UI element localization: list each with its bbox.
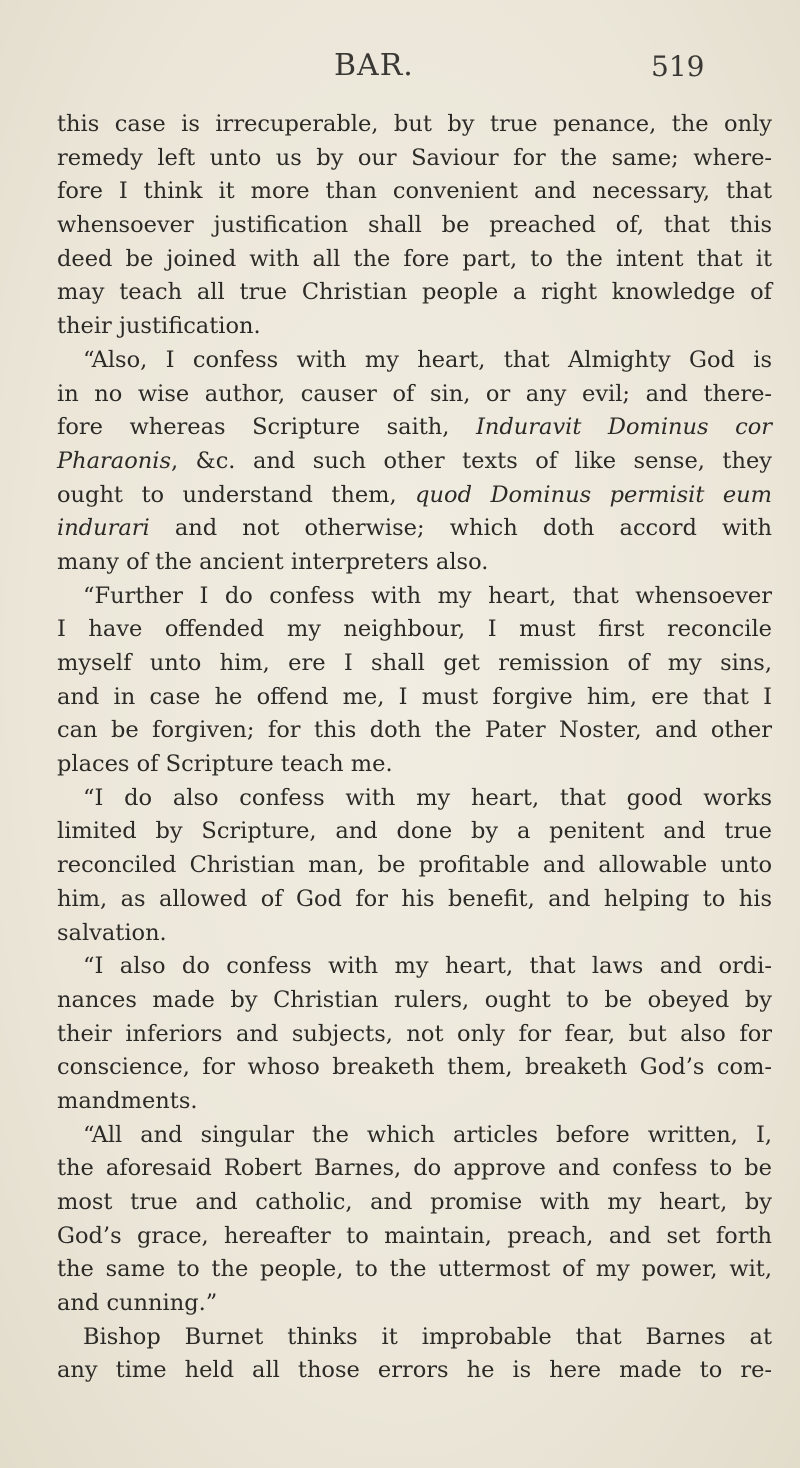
text-line: the aforesaid Robert Barnes, do approve and confess to be <box>57 1155 772 1182</box>
text-line: remedy left unto us by our Saviour for the same; where- <box>57 144 772 171</box>
text-line: “All and singular the which articles before written, I, <box>83 1121 772 1148</box>
page-number: 519 <box>651 50 705 83</box>
text-line: him, as allowed of God for his benefit, and helping to his <box>57 885 772 912</box>
text-line: reconciled Christian man, be profitable and allowable unto <box>57 852 772 879</box>
text-line: their inferiors and subjects, not only for fear, but also for <box>57 1020 772 1047</box>
text-line: limited by Scripture, and done by a penitent and true <box>57 818 772 845</box>
text-line: fore I think it more than convenient and necessary, that <box>57 178 772 205</box>
text-line: I have offended my neighbour, I must first reconcile <box>57 616 772 643</box>
text-line: deed be joined with all the fore part, to the intent that it <box>57 245 772 272</box>
text-line: can be forgiven; for this doth the Pater Noster, and other <box>57 717 772 744</box>
text-line-italic: ought to understand them, quod Dominus permisit eum <box>57 481 772 508</box>
latin-phrase: Induravit Dominus cor <box>476 414 773 441</box>
text-line: salvation. <box>57 919 167 946</box>
text-line: conscience, for whoso breaketh them, breaketh God’s com- <box>57 1054 772 1081</box>
text-line: the same to the people, to the uttermost of my power, wit, <box>57 1256 772 1283</box>
text-line: God’s grace, hereafter to maintain, preach, and set forth <box>57 1222 772 1249</box>
text-line: in no wise author, causer of sin, or any evil; and there- <box>57 380 772 407</box>
text-line: “Further I do confess with my heart, that whensoever <box>83 582 772 609</box>
text-line: their justification. <box>57 313 261 340</box>
latin-phrase: Pharaonis <box>57 447 171 474</box>
body-text <box>57 108 772 1388</box>
text-line: most true and catholic, and promise with my heart, by <box>57 1189 772 1215</box>
page-header <box>0 48 800 88</box>
text-line: nances made by Christian rulers, ought to be obeyed by <box>57 986 772 1013</box>
text-line-italic: fore whereas Scripture saith, Induravit Dominus cor <box>57 414 773 441</box>
text-line: “I also do confess with my heart, that laws and ordi- <box>83 953 772 980</box>
text-line-italic: Pharaonis, &c. and such other texts of like sense, they <box>57 447 772 474</box>
latin-phrase: indurari <box>57 515 150 542</box>
text-line: Bishop Burnet thinks it improbable that Barnes at <box>83 1323 772 1350</box>
text-line: many of the ancient interpreters also. <box>57 548 489 575</box>
text-line: any time held all those errors he is here made to re- <box>57 1357 772 1384</box>
text-line: may teach all true Christian people a right knowledge of <box>57 279 772 306</box>
running-title: BAR. <box>334 48 414 83</box>
text-line: places of Scripture teach me. <box>57 751 393 778</box>
text-line: and cunning.” <box>57 1290 218 1317</box>
text-line: mandments. <box>57 1087 198 1114</box>
text-line-italic: indurari and not otherwise; which doth accord with <box>57 515 772 542</box>
text-line: myself unto him, ere I shall get remission of my sins, <box>57 650 772 676</box>
text-line: whensoever justification shall be preached of, that this <box>57 212 772 239</box>
text-line: and in case he offend me, I must forgive him, ere that I <box>57 683 772 710</box>
text-line: this case is irrecuperable, but by true penance, the only <box>57 111 772 137</box>
text-line: “I do also confess with my heart, that good works <box>83 784 772 811</box>
latin-phrase: quod Dominus permisit eum <box>415 481 772 508</box>
text-line: “Also, I confess with my heart, that Almighty God is <box>83 346 772 373</box>
